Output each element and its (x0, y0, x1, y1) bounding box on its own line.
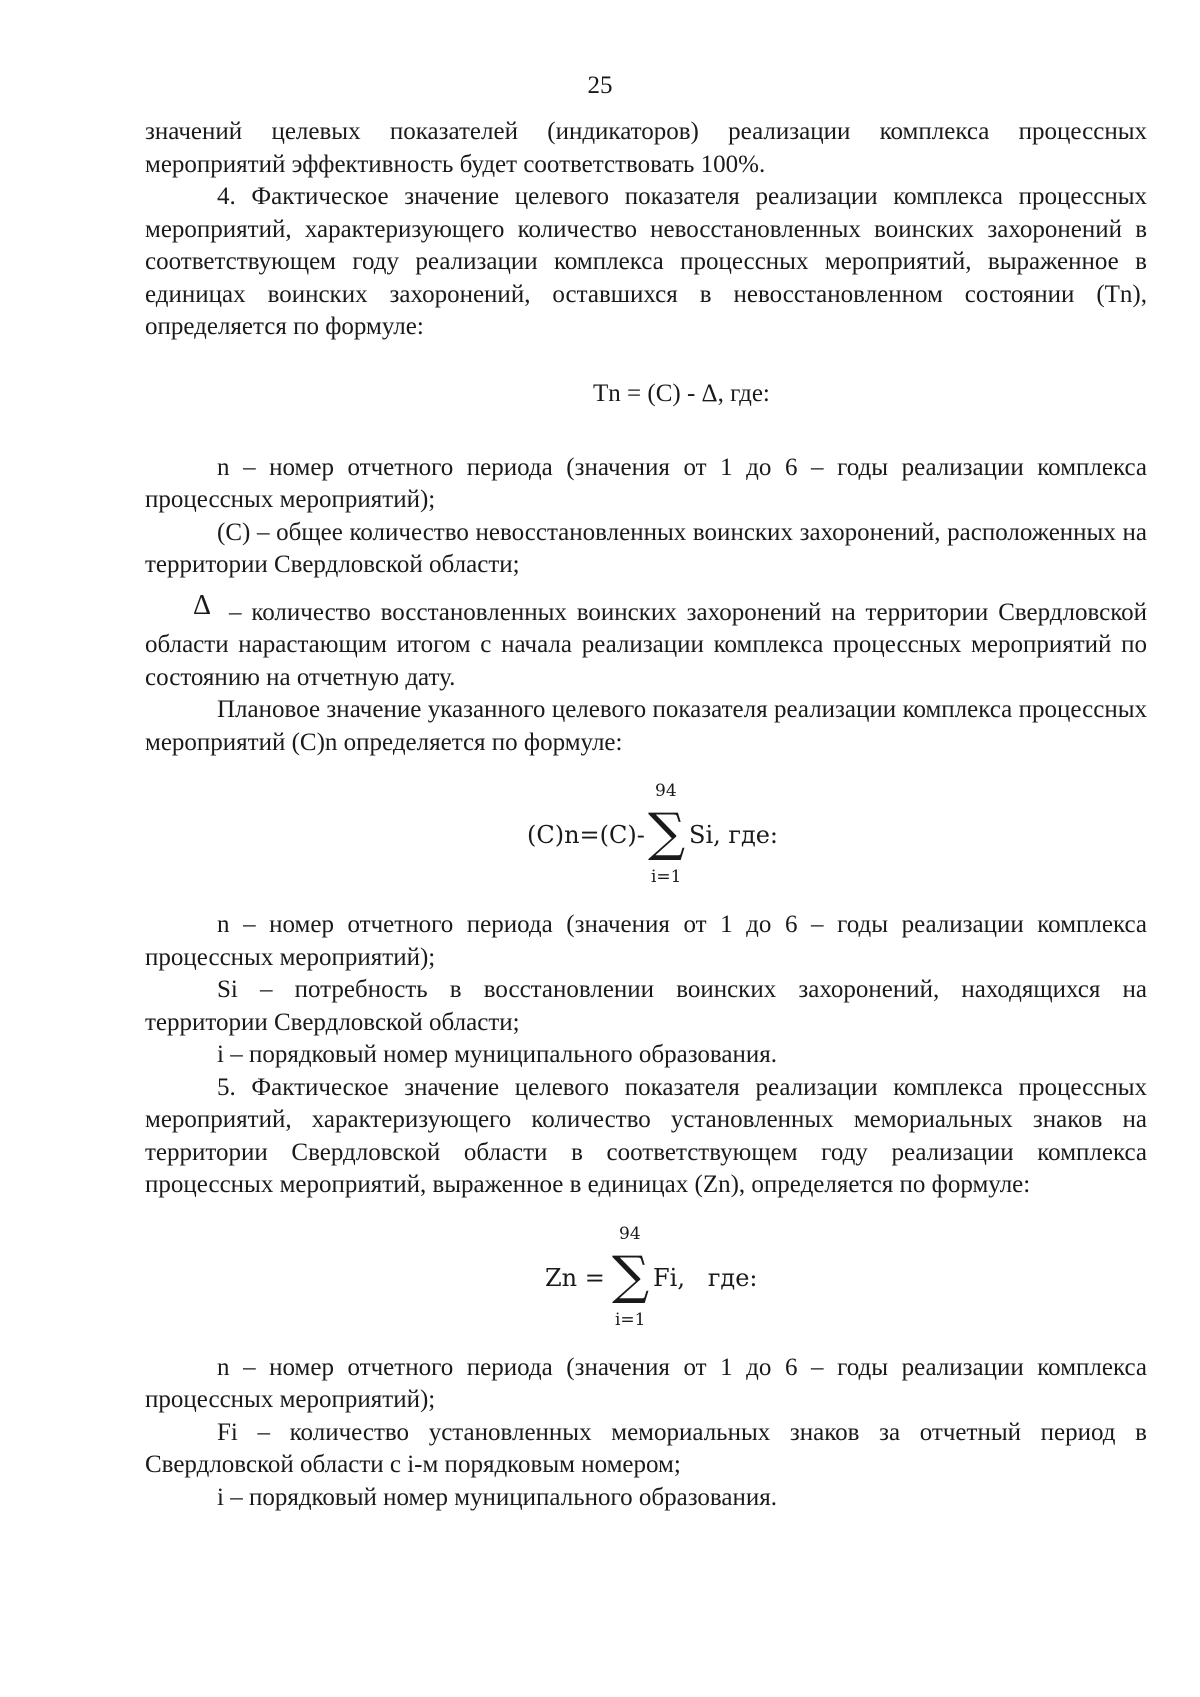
paragraph-item-4: 4. Фактическое значение целевого показателя реализации комплекса процессных мероприятий, характеризующего количество невосстановленных воинских захоронений в соответствующем году реализации комплекса процессных мероприятий, выраженное в единицах воинских захоронений, оставшихся в невосстановленном состоянии (Tn), определяется по формуле: (145, 183, 1147, 340)
page-number: 25 (587, 72, 613, 99)
definition-delta-text: – количество восстановленных воинских захоронений на территории Свердловской области нарастающим итогом с начала реализации комплекса процессных мероприятий по состоянию на отчетную дату. (145, 598, 1147, 691)
definition-n-2: n – номер отчетного периода (значения от 1 до 6 – годы реализации комплекса процессных мероприятий); (145, 911, 1147, 971)
definition-fi: Fi – количество установленных мемориальных знаков за отчетный период в Свердловской области с i-м порядковым номером; (145, 1418, 1147, 1478)
definition-n: n – номер отчетного периода (значения от 1 до 6 – годы реализации комплекса процессных мероприятий); (145, 453, 1147, 513)
formula-tn (145, 364, 1147, 424)
document-body (145, 116, 1147, 1514)
definition-i-2: i – порядковый номер муниципального образования. (217, 1483, 778, 1511)
definition-n-3: n – номер отчетного периода (значения от 1 до 6 – годы реализации комплекса процессных мероприятий); (145, 1353, 1147, 1413)
formula-cn-lower-limit: i=1 (651, 867, 682, 887)
formula-zn (145, 1220, 1147, 1332)
delta-symbol: Δ (192, 589, 211, 621)
paragraph-continuation: значений целевых показателей (индикаторов) реализации комплекса процессных мероприятий эффективность будет соответствовать 100%. (145, 118, 1147, 178)
formula-zn-lower-limit: i=1 (615, 1309, 646, 1330)
formula-cn-rhs: Si, где: (689, 821, 779, 849)
formula-zn-sigma: ∑ (612, 1245, 650, 1306)
definition-c: (C) – общее количество невосстановленных воинских захоронений, расположенных на территории Свердловской области; (145, 518, 1147, 578)
definition-delta (145, 590, 1147, 695)
formula-cn-lhs: (C)n=(C)- (527, 821, 645, 849)
paragraph-item-5: 5. Фактическое значение целевого показателя реализации комплекса процессных мероприятий, характеризующего количество установленных мемориальных знаков на территории Свердловской области в соответствующем году реализации комплекса процессных мероприятий, выраженное в единицах (Zn), определяется по формуле: (145, 1073, 1147, 1198)
formula-cn (145, 777, 1147, 889)
definition-i: i – порядковый номер муниципального образования. (217, 1041, 778, 1068)
formula-cn-upper-limit: 94 (655, 781, 677, 801)
paragraph-planned-value: Плановое значение указанного целевого показателя реализации комплекса процессных мероприятий (C)n определяется по формуле: (145, 696, 1147, 756)
formula-zn-rhs: Fi, где: (653, 1263, 758, 1292)
formula-zn-upper-limit: 94 (619, 1223, 641, 1244)
definition-si: Si – потребность в восстановлении воинских захоронений, находящихся на территории Свердловской области; (145, 976, 1147, 1036)
formula-cn-sigma: ∑ (648, 803, 686, 863)
formula-tn-text: Tn = (C) - Δ, где: (593, 379, 770, 407)
formula-zn-lhs: Zn = (545, 1263, 605, 1292)
